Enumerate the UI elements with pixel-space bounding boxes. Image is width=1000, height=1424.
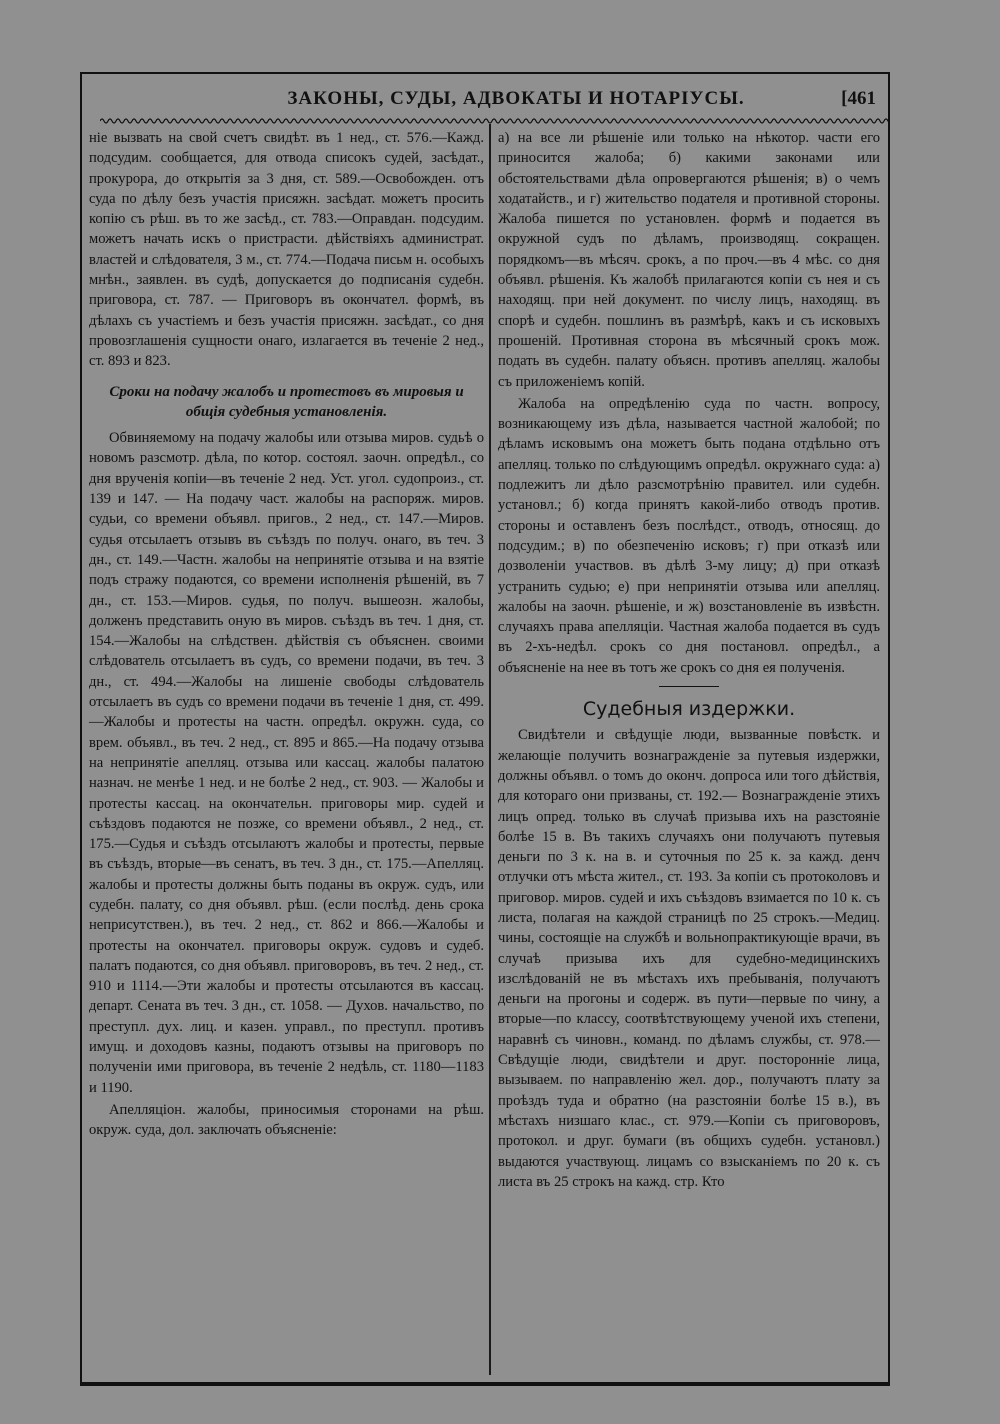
right-column <box>498 128 880 1194</box>
wavy-rule <box>100 116 890 126</box>
left-paragraph-3: Апелляціон. жалобы, приносимыя сторонами на рѣш. окруж. суда, дол. заключать объясненіе: <box>89 1101 484 1139</box>
left-paragraph-1: ніе вызвать на свой счетъ свидѣт. въ 1 нед., ст. 576.—Кажд. подсудим. сообщается, для отвода списокъ судей, засѣдат., прокурора, до открытія за 3 дня, ст. 589.—Освобожден. отъ суда по дѣлу безъ участія присяжн. засѣдат. можетъ просить копію съ рѣш. въ то же засѣд., ст. 783.—Оправдан. подсудим. можетъ начать искъ о пристрасти. дѣйствіяхъ администрат. властей и слѣдователя, 3 м., ст. 774.—Подача письм н. особыхъ мнѣн., заявлен. въ судѣ, допускается до подписанія судебн. приговора, ст. 787. — Приговоръ въ окончател. формѣ, въ дѣлахъ съ участіемъ и безъ участія присяжн. засѣдат., со дня провозглашенія сущности онаго, излагается въ теченіе 2 нед., ст. 893 и 823. <box>89 130 484 370</box>
right-paragraph-2: Жалоба на опредѣленію суда по частн. вопросу, возникающему изъ дѣла, называется частной жалобой; по дѣламъ исковымъ она можетъ быть подана отдѣльно отъ апелляц. только по слѣдующимъ опредѣл. окружнаго суда: а) подлежитъ ли дѣло разсмотрѣнію правител. или судебн. установл.; б) когда принятъ какой-либо отводъ против. стороны и оставленъ безъ послѣдст., отводъ, относящ. до подсудим.; в) по обезпеченію исковъ; г) при отказѣ или дозволеніи участвов. въ дѣлѣ 3-му лицу; д) при отказѣ устранить судью; е) при непринятіи отзыва или апелляц. жалобы на заочн. рѣшеніе, и ж) возстановленіе въ извѣстн. случаяхъ права апелляціи. Частная жалоба подается въ судъ въ 2-хъ-недѣл. срокъ со дня постановл. опредѣл., а объясненіе на нее въ тотъ же срокъ со дня ея полученія. <box>498 395 880 676</box>
right-paragraph-3: Свидѣтели и свѣдущіе люди, вызванные повѣстк. и желающіе получить вознагражденіе за путевыя издержки, должны объявл. о томъ до оконч. допроса или того дѣйствія, для котораго они призваны, ст. 192.— Вознагражденіе этихъ лицъ опред. только въ случаѣ призыва ихъ на разстояніе болѣе 15 в. Въ такихъ случаяхъ они получаютъ путевыя деньги по 3 к. на в. и суточныя по 25 к. за кажд. денч отлучки отъ мѣста жител., ст. 193. За копіи съ протоколовъ и приговор. миров. судей и ихъ съѣздовъ взимается по 10 к. съ листа, полагая на каждой страницѣ по 25 строкъ.—Медиц. чины, состоящіе на службѣ и вольнопрактикующіе врачи, въ случаѣ призыва ихъ для судебно-медицинскихъ изслѣдованій не въ мѣстахъ ихъ пребыванія, получаютъ деньги на прогоны и содерж. въ пути—первые по чину, а вторые—по классу, соотвѣтствующему ученой ихъ степени, наравнѣ съ чиновн., команд. по дѣламъ службы, ст. 978.—Свѣдущіе люди, свидѣтели и друг. посторонніе лица, вызываем. по направленію жел. дор., получаютъ плату за проѣздъ туда и обратно (на разстояніи болѣе 15 в.), въ мѣстахъ низшаго клас., ст. 979.—Копіи съ приговоровъ, протокол. и друг. бумаги (въ общихъ судебн. установл.) выдаются участвующ. лицамъ со взысканіемъ по 20 к. съ листа въ 25 строкъ на кажд. стр. Кто <box>498 727 880 1190</box>
right-paragraph-1: а) на все ли рѣшеніе или только на нѣкотор. части его приносится жалоба; б) какими законами или обстоятельствами дѣла опровергаются рѣшенія; в) о чемъ ходатайств., и г) жительство подателя и противной стороны. Жалоба пишется по установлен. формѣ и подается въ окружной судъ по дѣламъ, производящ. сокращен. порядкомъ—въ мѣсяч. срокъ, а по проч.—въ 4 мѣс. со дня объявл. рѣшенія. Къ жалобѣ прилагаются копіи съ нея и съ находящ. при ней документ. по числу лицъ, находящ. въ спорѣ и судебн. пошлинъ въ размѣрѣ, какъ и съ исковыхъ прошеній. Противная сторона въ мѣсячный срокъ мож. подать въ судебн. палату объясн. противъ апелляц. жалобы съ приложеніемъ копій. <box>498 130 880 390</box>
page-number: [461 <box>841 88 876 109</box>
section-separator <box>659 686 719 687</box>
running-title: ЗАКОНЫ, СУДЫ, АДВОКАТЫ И НОТАРІУСЫ. <box>287 88 745 109</box>
section-heading-court-costs: Судебныя издержки. <box>582 698 796 721</box>
left-paragraph-2: Обвиняемому на подачу жалобы или отзыва миров. судьѣ о новомъ разсмотр. дѣла, по котор. состоял. заочн. опредѣл., со дня врученія копіи—въ теченіе 2 нед. Уст. угол. судопроиз., ст. 139 и 147. — На подачу част. жалобы на распоряж. миров. судьи, со времени объявл. пригов., 2 нед., ст. 147.—Миров. судья отсылаетъ отзывъ въ съѣздъ по получ. онаго, въ теч. 3 дн., ст. 149.—Частн. жалобы на непринятіе отзыва и на взятіе подъ стражу подаются, со времени исполненія рѣшеній, въ 7 дн., ст. 153.—Миров. судья, по получ. вышеозн. жалобы, долженъ представить оную въ миров. съѣздъ въ теч. 1 дня, ст. 154.—Жалобы на слѣдствен. дѣйствія съ объяснен. своими слѣдователь отсылаетъ въ судъ, со времени подачи, въ теч. 3 дн., ст. 494.—Жалобы на лишеніе свободы слѣдователь отсылаетъ въ судъ со времени подачи въ теченіе 1 дня, ст. 499.—Жалобы и протесты на частн. опредѣл. окружн. суда, со врем. объявл., въ теч. 2 нед., ст. 895 и 865.—На подачу отзыва на непринятіе апелляц. отзыва или кассац. жалобы палатою назнач. не менѣе 1 нед. и не болѣе 2 нед., ст. 903. — Жалобы и протесты кассац. на окончательн. приговоры мир. судей и съѣздовъ подаются не позже, со времени объявл., 2 нед., ст. 175.—Судья и съѣздъ отсылаютъ жалобы и протесты, первые въ съѣздъ, вторые—въ сенатъ, въ теч. 3 дн., ст. 175.—Апелляц. жалобы и протесты должны быть поданы въ окруж. судъ, или судебн. палату, со дня объявл. рѣш. (если послѣд. день срока неприсутствен.), въ теч. 2 нед., ст. 862 и 866.—Жалобы и протесты на окончател. приговоры окруж. судовъ и судеб. палатъ подаются, со дня объявл. приговоровъ, въ теч. 2 нед., ст. 910 и 1114.—Эти жалобы и протесты отсылаются въ кассац. департ. Сената въ теч. 3 дн., ст. 1058. — Духов. начальство, по преступл. дух. лиц. и казен. управл., по преступл. противъ имущ. и доходовъ казны, подаютъ отзывы на приговоръ по полученіи ими приговора, въ теченіе 2 недѣль, ст. 1180—1183 и 1190. <box>89 430 484 1096</box>
left-column <box>89 128 484 1143</box>
bottom-rule <box>80 1384 890 1386</box>
page-header <box>86 88 882 118</box>
column-divider <box>489 124 491 1375</box>
section-heading-complaint-terms: Сроки на подачу жалобъ и протестовъ въ мировыя и общія судебныя установленія. <box>109 383 464 420</box>
